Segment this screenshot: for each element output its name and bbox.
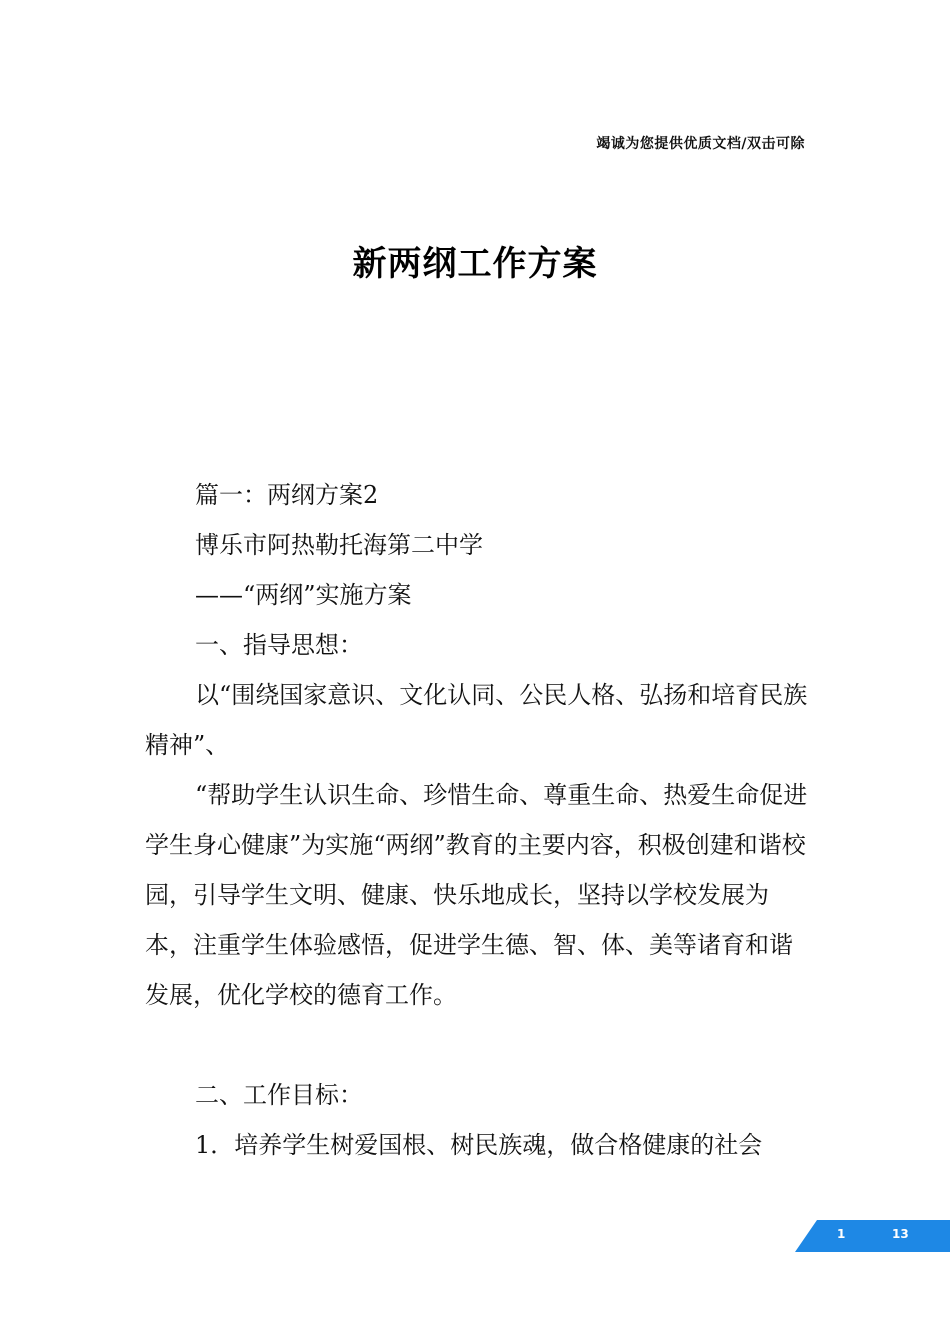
header-note: 竭诚为您提供优质文档/双击可除 bbox=[596, 136, 805, 152]
line-school: 博乐市阿热勒托海第二中学 bbox=[195, 531, 483, 559]
current-page-number: 1 bbox=[837, 1227, 846, 1241]
total-pages-number: 13 bbox=[892, 1227, 909, 1241]
line-chapter: 篇一：两纲方案2 bbox=[195, 481, 379, 509]
page-indicator bbox=[795, 1220, 950, 1252]
list-item-1: 1．培养学生树爱国根、树民族魂，做合格健康的社会 bbox=[195, 1131, 763, 1159]
paragraph-2: “帮助学生认识生命、珍惜生命、尊重生命、热爱生命促进学生身心健康”为实施“两纲”教育的主要内容，积极创建和谐校园，引导学生文明、健康、快乐地成长，坚持以学校发展为本，注重学生体验感悟，促进学生德、智、体、美等诸育和谐发展，优化学校的德育工作。 bbox=[145, 781, 808, 1009]
line-plan-title: ——“两纲”实施方案 bbox=[195, 581, 412, 609]
paragraph-1: 以“围绕国家意识、文化认同、公民人格、弘扬和培育民族精神”、 bbox=[145, 681, 808, 759]
document-title: 新两纲工作方案 bbox=[352, 244, 598, 284]
paragraph-gap bbox=[145, 1020, 810, 1070]
section-heading-1: 一、指导思想： bbox=[195, 631, 363, 659]
page-indicator-background bbox=[795, 1220, 950, 1252]
document-body bbox=[145, 470, 810, 1170]
section-heading-2: 二、工作目标： bbox=[195, 1081, 363, 1109]
